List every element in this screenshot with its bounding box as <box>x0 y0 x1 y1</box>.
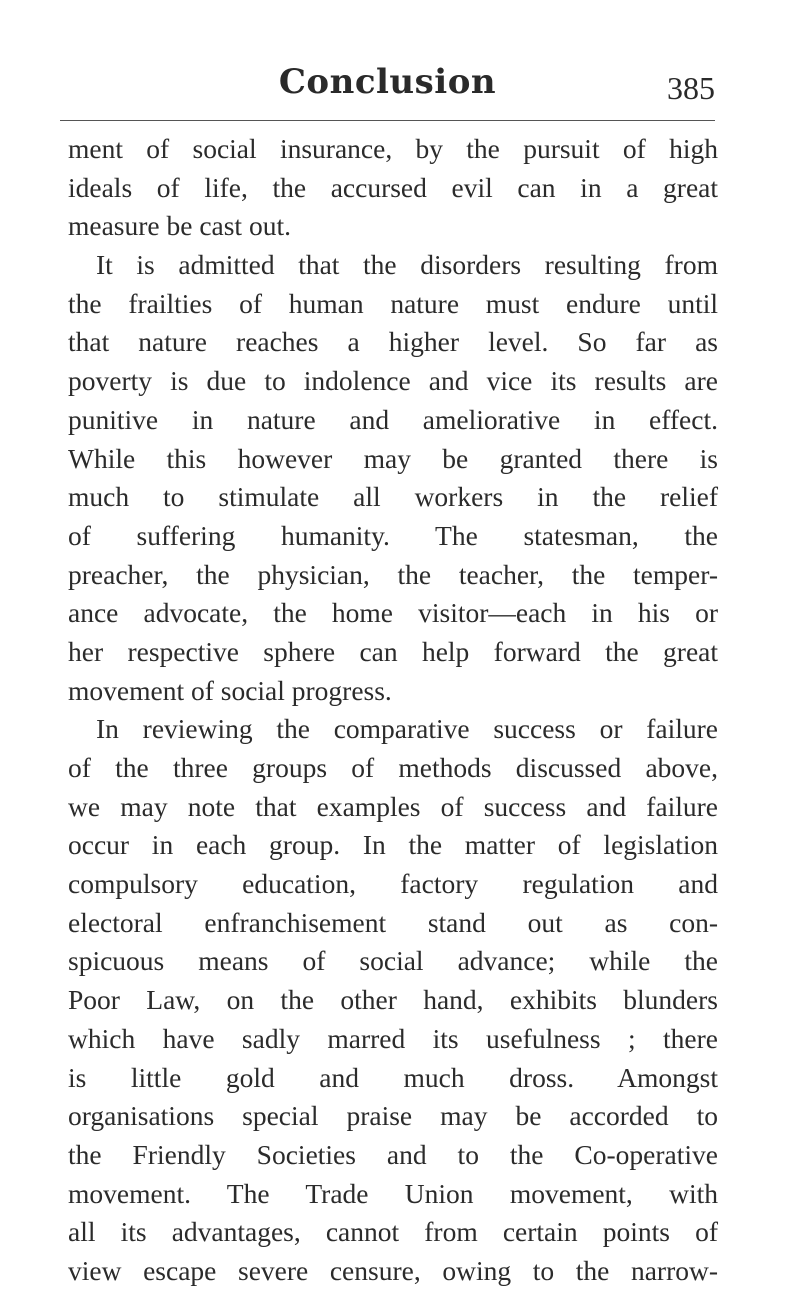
text-line: ment of social insurance, by the pursuit of high <box>68 133 718 164</box>
text-line: which have sadly marred its usefulness ; there <box>68 1022 718 1054</box>
text-line: punitive in nature and ameliorative in effect. <box>68 403 718 435</box>
text-line: organisations special praise may be accorded to <box>68 1100 718 1132</box>
text-line: all its advantages, cannot from certain points of <box>68 1216 718 1248</box>
text-line: movement of social progress. <box>68 674 392 706</box>
text-line: movement. The Trade Union movement, with <box>68 1177 718 1209</box>
text-line: is little gold and much dross. Amongst <box>68 1061 718 1093</box>
text-line: view escape severe censure, owing to the narrow- <box>68 1254 718 1286</box>
header-rule <box>60 120 715 121</box>
text-line: the Friendly Societies and to the Co-operative <box>68 1138 718 1170</box>
body-text <box>68 130 718 1291</box>
text-line: preacher, the physician, the teacher, the temper- <box>68 558 718 590</box>
running-head <box>60 62 715 122</box>
text-line: occur in each group. In the matter of legislation <box>68 829 718 861</box>
text-line: electoral enfranchisement stand out as con- <box>68 906 718 938</box>
text-line: her respective sphere can help forward the great <box>68 635 718 667</box>
text-line: poverty is due to indolence and vice its results are <box>68 365 718 397</box>
text-line: we may note that examples of success and failure <box>68 790 718 822</box>
text-line: spicuous means of social advance; while the <box>68 945 718 977</box>
text-line: compulsory education, factory regulation and <box>68 868 718 900</box>
text-line: the frailties of human nature must endure until <box>68 287 718 319</box>
text-line: In reviewing the comparative success or failure <box>96 713 718 745</box>
text-line: that nature reaches a higher level. So far as <box>68 326 718 358</box>
text-line: of the three groups of methods discussed above, <box>68 752 718 783</box>
text-line: ance advocate, the home visitor—each in his or <box>68 597 718 629</box>
text-line: It is admitted that the disorders resulting from <box>96 249 718 281</box>
text-line: While this however may be granted there is <box>68 442 718 474</box>
page-number: 385 <box>667 70 715 106</box>
text-line: measure be cast out. <box>68 210 291 242</box>
text-line: ideals of life, the accursed evil can in a great <box>68 171 718 203</box>
running-title: Conclusion <box>278 62 497 102</box>
text-line: of suffering humanity. The statesman, the <box>68 519 718 551</box>
text-line: much to stimulate all workers in the relief <box>68 481 718 513</box>
text-line: Poor Law, on the other hand, exhibits blunders <box>68 984 718 1016</box>
